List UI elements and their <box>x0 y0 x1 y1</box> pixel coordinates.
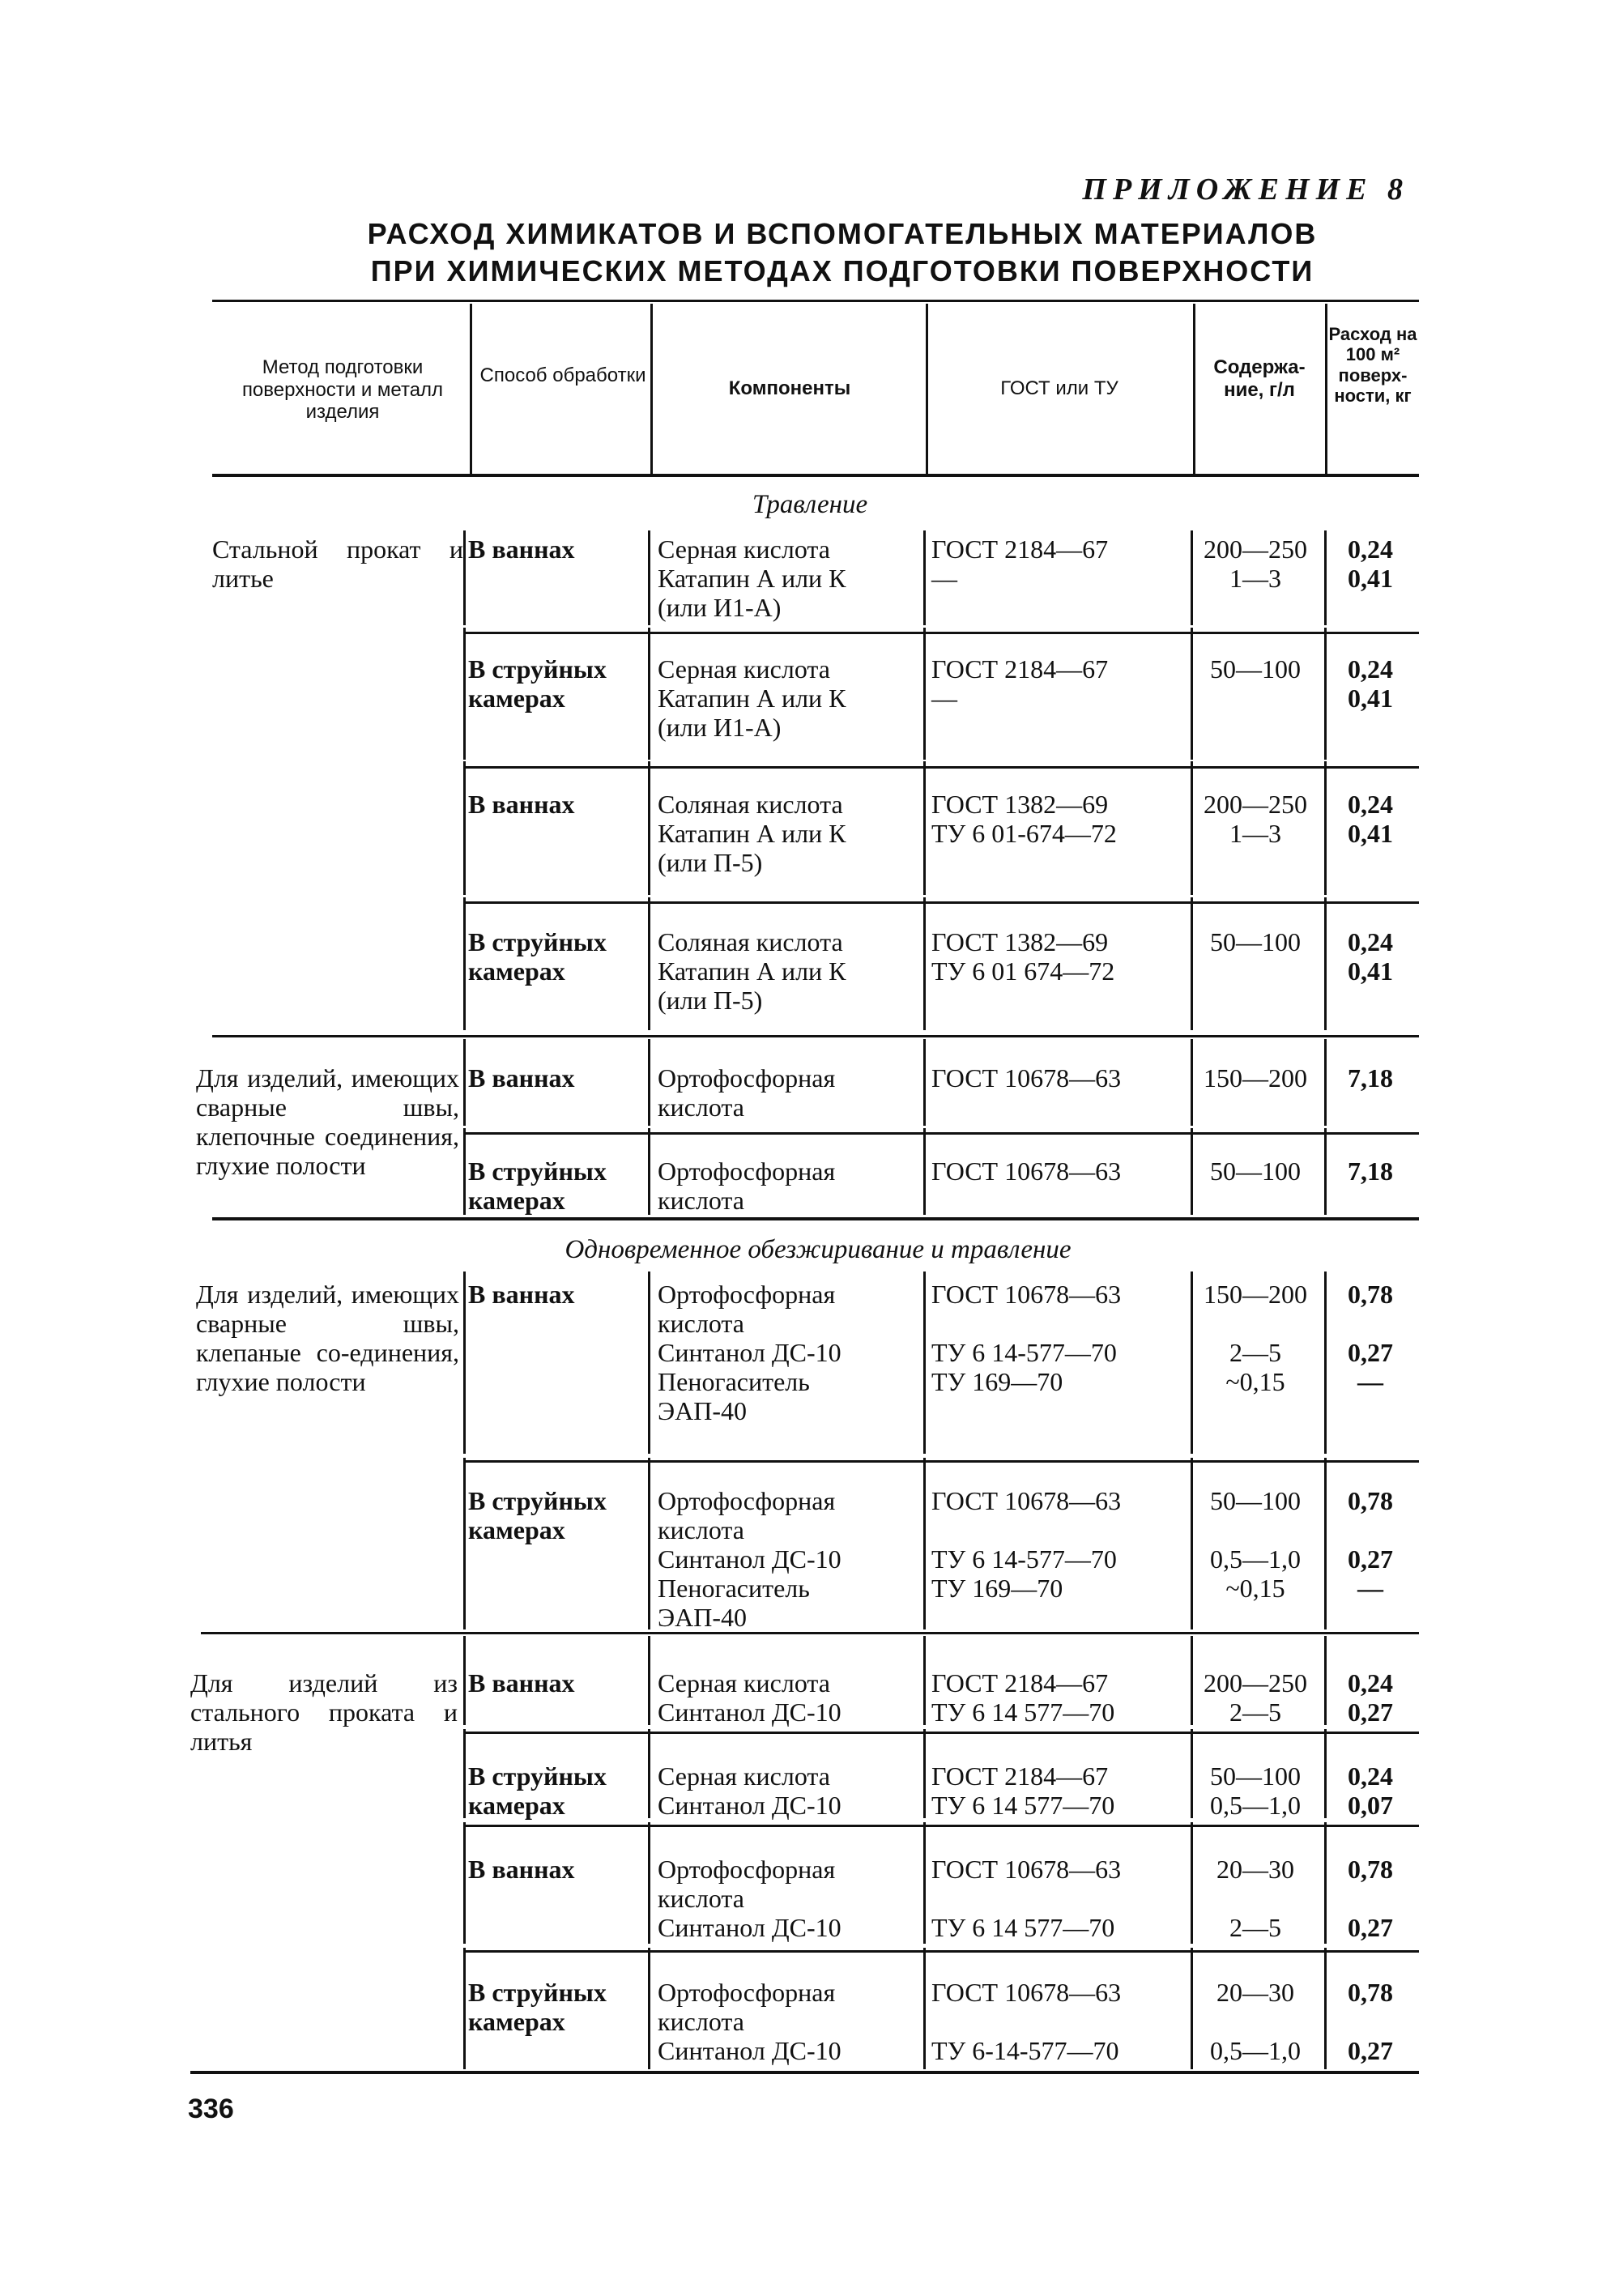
content-cell: 20—30 2—5 <box>1216 1855 1294 1942</box>
treatment-cell: В струйных камерах <box>468 1978 607 2036</box>
consumption-cell: 0,24 0,07 <box>1348 1761 1393 1820</box>
consumption-cell: 0,78 0,27 <box>1348 1855 1393 1942</box>
group-rule <box>201 1632 1419 1634</box>
column-separator <box>648 897 650 1030</box>
consumption-cell: 0,24 0,41 <box>1348 927 1393 986</box>
column-separator <box>648 1636 650 1725</box>
content-cell: 200—250 2—5 <box>1204 1668 1307 1727</box>
column-separator <box>463 761 466 895</box>
section-label: Травление <box>752 490 868 519</box>
table-top-rule <box>212 300 1419 302</box>
standard-cell: ГОСТ 10678—63 <box>931 1157 1122 1186</box>
page-title-line-1: РАСХОД ХИМИКАТОВ И ВСПОМОГАТЕЛЬНЫХ МАТЕРИАЛОВ <box>367 217 1318 250</box>
consumption-cell: 0,78 0,27 <box>1348 1978 1393 2065</box>
group-rule <box>212 1217 1419 1220</box>
treatment-cell: В струйных камерах <box>468 1486 607 1544</box>
standard-cell: ГОСТ 1382—69 ТУ 6 01-674—72 <box>931 790 1117 848</box>
row-rule <box>466 1950 1419 1953</box>
header-treatment: Способ обработки <box>479 364 646 386</box>
column-separator <box>1191 628 1193 760</box>
column-separator <box>1324 1128 1327 1215</box>
column-separator <box>648 1948 650 2069</box>
page-title-line-2: ПРИ ХИМИЧЕСКИХ МЕТОДАХ ПОДГОТОВКИ ПОВЕРХНОСТИ <box>370 254 1314 288</box>
standard-cell: ГОСТ 10678—63 ТУ 6 14-577—70 ТУ 169—70 <box>931 1486 1122 1603</box>
content-cell: 200—250 1—3 <box>1204 790 1307 848</box>
column-separator <box>1324 1729 1327 1818</box>
header-col-sep <box>650 304 653 474</box>
standard-cell: ГОСТ 10678—63 <box>931 1063 1122 1093</box>
components-cell: Соляная кислота Катапин А или К (или П-5) <box>658 790 846 877</box>
content-cell: 50—100 <box>1210 1157 1301 1186</box>
section-label: Одновременное обезжиривание и травление <box>565 1235 1072 1264</box>
header-components: Компоненты <box>728 377 851 399</box>
column-separator <box>463 1948 466 2069</box>
column-separator <box>1324 1636 1327 1725</box>
consumption-cell: 7,18 <box>1348 1063 1393 1093</box>
components-cell: Серная кислота Катапин А или К (или И1-А) <box>658 535 846 622</box>
column-separator <box>463 1636 466 1725</box>
consumption-cell: 0,24 0,41 <box>1348 535 1393 593</box>
header-col-sep <box>1325 304 1327 474</box>
components-cell: Ортофосфорная кислота <box>658 1157 836 1215</box>
standard-cell: ГОСТ 1382—69 ТУ 6 01 674—72 <box>931 927 1115 986</box>
treatment-cell: В струйных камерах <box>468 1761 607 1820</box>
column-separator <box>463 628 466 760</box>
consumption-cell: 0,24 0,41 <box>1348 790 1393 848</box>
header-col-sep <box>926 304 928 474</box>
components-cell: Ортофосфорная кислота Синтанол ДС-10 <box>658 1978 841 2065</box>
content-cell: 150—200 <box>1204 1063 1307 1093</box>
column-separator <box>648 1458 650 1629</box>
column-separator <box>1324 1458 1327 1629</box>
method-cell: Для изделий, имеющих сварные швы, клепаные со-единения, глухие полости <box>196 1280 459 1396</box>
standard-cell: ГОСТ 2184—67 ТУ 6 14 577—70 <box>931 1761 1115 1820</box>
components-cell: Ортофосфорная кислота Синтанол ДС-10 <box>658 1855 841 1942</box>
column-separator <box>463 1039 466 1126</box>
consumption-cell: 0,24 0,41 <box>1348 654 1393 713</box>
appendix-label: ПРИЛОЖЕНИЕ 8 <box>1082 173 1409 207</box>
column-separator <box>463 1822 466 1944</box>
row-rule <box>466 1132 1419 1135</box>
treatment-cell: В ваннах <box>468 1063 575 1093</box>
consumption-cell: 0,78 0,27 — <box>1348 1280 1393 1396</box>
method-cell: Стальной прокат и литье <box>212 535 463 593</box>
consumption-cell: 7,18 <box>1348 1157 1393 1186</box>
standard-cell: ГОСТ 2184—67 — <box>931 654 1109 713</box>
column-separator <box>1324 897 1327 1030</box>
header-content: Содержа-ние, г/л <box>1213 356 1306 401</box>
column-separator <box>648 530 650 625</box>
group-rule <box>212 1035 1419 1037</box>
content-cell: 50—100 <box>1210 927 1301 956</box>
column-separator <box>463 1272 466 1454</box>
row-rule <box>466 1732 1419 1734</box>
table-bottom-rule <box>190 2071 1419 2074</box>
column-separator <box>648 628 650 760</box>
column-separator <box>648 1039 650 1126</box>
content-cell: 50—100 0,5—1,0 <box>1210 1761 1301 1820</box>
components-cell: Серная кислота Катапин А или К (или И1-А) <box>658 654 846 742</box>
header-consumption: Расход на 100 м² поверх-ности, кг <box>1328 324 1417 406</box>
standard-cell: ГОСТ 2184—67 ТУ 6 14 577—70 <box>931 1668 1115 1727</box>
row-rule <box>466 1825 1419 1827</box>
header-col-sep <box>1193 304 1195 474</box>
column-separator <box>648 761 650 895</box>
components-cell: Соляная кислота Катапин А или К (или П-5) <box>658 927 846 1015</box>
column-separator <box>648 1128 650 1215</box>
standard-cell: ГОСТ 2184—67 — <box>931 535 1109 593</box>
page-number: 336 <box>188 2094 234 2124</box>
treatment-cell: В ваннах <box>468 1855 575 1884</box>
column-separator <box>463 1128 466 1215</box>
column-separator <box>1324 530 1327 625</box>
treatment-cell: В ваннах <box>468 790 575 819</box>
consumption-cell: 0,24 0,27 <box>1348 1668 1393 1727</box>
column-separator <box>463 1458 466 1629</box>
header-col-sep <box>470 304 472 474</box>
column-separator <box>648 1822 650 1944</box>
components-cell: Ортофосфорная кислота Синтанол ДС-10 Пеногаситель ЭАП-40 <box>658 1280 841 1425</box>
column-separator <box>1324 761 1327 895</box>
treatment-cell: В ваннах <box>468 1280 575 1309</box>
standard-cell: ГОСТ 10678—63 ТУ 6-14-577—70 <box>931 1978 1122 2065</box>
column-separator <box>648 1272 650 1454</box>
standard-cell: ГОСТ 10678—63 ТУ 6 14-577—70 ТУ 169—70 <box>931 1280 1122 1396</box>
content-cell: 200—250 1—3 <box>1204 535 1307 593</box>
header-method: Метод подготовки поверхности и металл изделия <box>241 356 444 424</box>
column-separator <box>463 1729 466 1818</box>
consumption-cell: 0,78 0,27 — <box>1348 1486 1393 1603</box>
column-separator <box>1324 1039 1327 1126</box>
components-cell: Серная кислота Синтанол ДС-10 <box>658 1668 841 1727</box>
components-cell: Серная кислота Синтанол ДС-10 <box>658 1761 841 1820</box>
components-cell: Ортофосфорная кислота Синтанол ДС-10 Пеногаситель ЭАП-40 <box>658 1486 841 1632</box>
content-cell: 20—30 0,5—1,0 <box>1210 1978 1301 2065</box>
method-cell: Для изделий, имеющих сварные швы, клепочные соединения, глухие полости <box>196 1063 459 1180</box>
content-cell: 150—200 2—5 ~0,15 <box>1204 1280 1307 1396</box>
method-cell: Для изделий из стального проката и литья <box>190 1668 458 1756</box>
column-separator <box>1324 1272 1327 1454</box>
column-separator <box>463 897 466 1030</box>
treatment-cell: В ваннах <box>468 535 575 564</box>
treatment-cell: В ваннах <box>468 1668 575 1698</box>
column-separator <box>1324 1948 1327 2069</box>
column-separator <box>1324 628 1327 760</box>
column-separator <box>1191 897 1193 1030</box>
column-separator <box>648 1729 650 1818</box>
treatment-cell: В струйных камерах <box>468 1157 607 1215</box>
treatment-cell: В струйных камерах <box>468 654 607 713</box>
row-rule <box>466 632 1419 634</box>
column-separator <box>463 530 466 625</box>
treatment-cell: В струйных камерах <box>468 927 607 986</box>
header-bottom-rule <box>212 474 1419 477</box>
standard-cell: ГОСТ 10678—63 ТУ 6 14 577—70 <box>931 1855 1122 1942</box>
row-rule <box>466 766 1419 769</box>
row-rule <box>466 901 1419 904</box>
row-rule <box>466 1460 1419 1463</box>
components-cell: Ортофосфорная кислота <box>658 1063 836 1122</box>
content-cell: 50—100 0,5—1,0 ~0,15 <box>1210 1486 1301 1603</box>
column-separator <box>1324 1822 1327 1944</box>
header-standard: ГОСТ или ТУ <box>1000 377 1118 399</box>
content-cell: 50—100 <box>1210 654 1301 684</box>
